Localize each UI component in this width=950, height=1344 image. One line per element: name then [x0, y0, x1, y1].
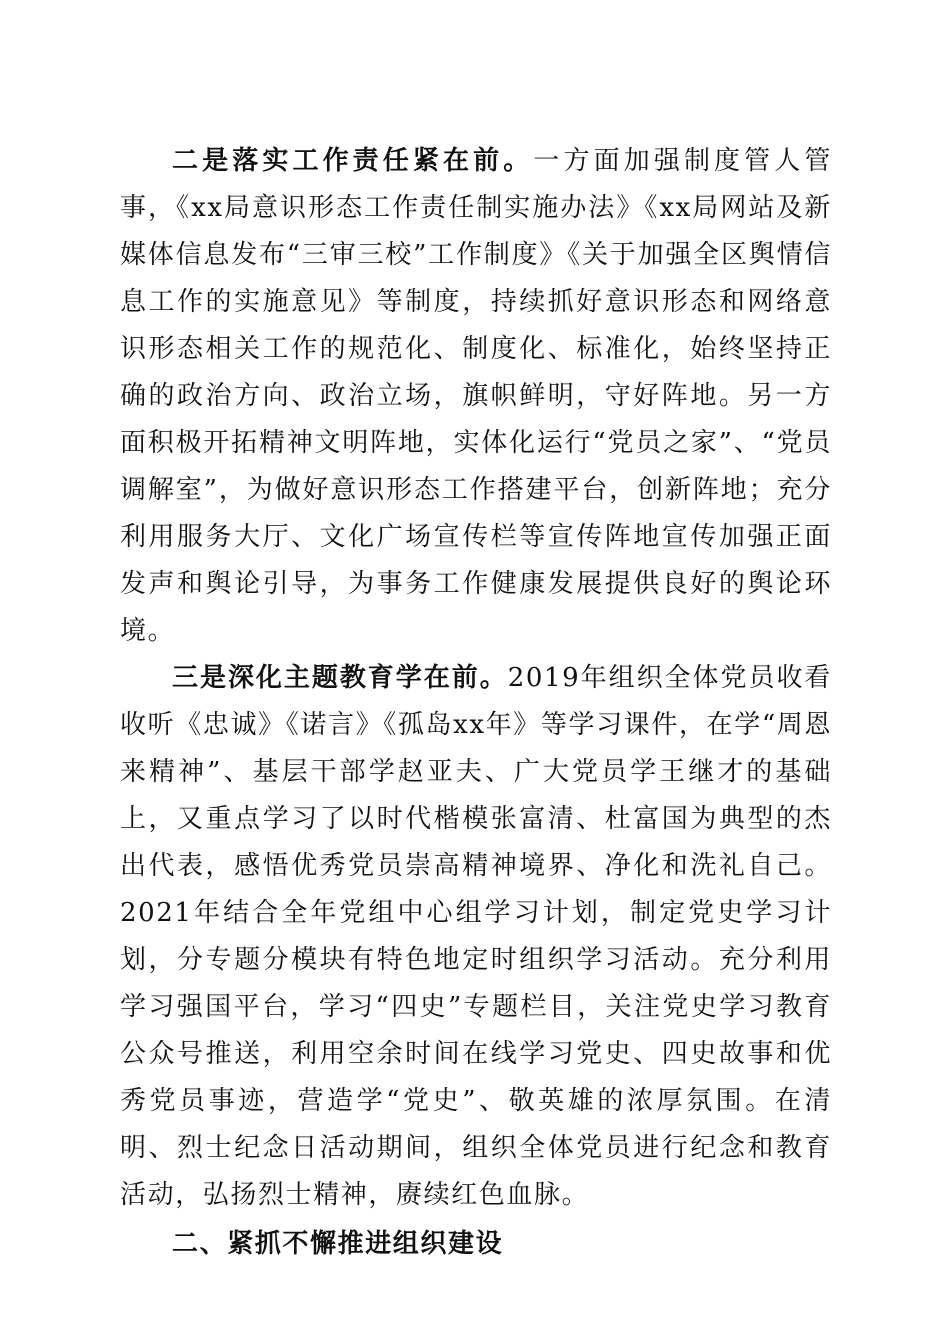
- paragraph-body: 一方面加强制度管人管事，《xx局意识形态工作责任制实施办法》《xx局网站及新媒体信息发布“三审三校”工作制度》《关于加强全区舆情信息工作的实施意见》等制度，持续抓好意识形态和网络意识形态相关工作的规范化、制度化、标准化，始终坚持正确的政治方向、政治立场，旗帜鲜明，守好阵地。另一方面积极开拓精神文明阵地，实体化运行“党员之家”、“党员调解室”，为做好意识形态工作搭建平台，创新阵地；充分利用服务大厅、文化广场宣传栏等宣传阵地宣传加强正面发声和舆论引导，为事务工作健康发展提供良好的舆论环境。: [120, 146, 832, 646]
- section-heading: 二、紧抓不懈推进组织建设: [172, 1229, 504, 1259]
- paragraph-lead: 二是落实工作责任紧在前。: [172, 146, 534, 176]
- paragraph-body: 2019年组织全体党员收看收听《忠诚》《诺言》《孤岛xx年》等学习课件，在学“周恩来精神”、基层干部学赵亚夫、广大党员学王继才的基础上，又重点学习了以时代楷模张富清、杜富国为典型的杰出代表，感悟优秀党员崇高精神境界、净化和洗礼自己。2021年结合全年党组中心组学习计划，制定党史学习计划，分专题分模块有特色地定时组织学习活动。充分利用学习强国平台，学习“四史”专题栏目，关注党史学习教育公众号推送，利用空余时间在线学习党史、四史故事和优秀党员事迹，营造学“党史”、敬英雄的浓厚氛围。在清明、烈士纪念日活动期间，组织全体党员进行纪念和教育活动，弘扬烈士精神，赓续红色血脉。: [120, 663, 833, 1210]
- paragraph-theme-education: [120, 655, 832, 1219]
- document-page: [120, 138, 832, 1268]
- paragraph-work-responsibility: [120, 138, 832, 655]
- paragraph-lead: 三是深化主题教育学在前。: [172, 663, 508, 693]
